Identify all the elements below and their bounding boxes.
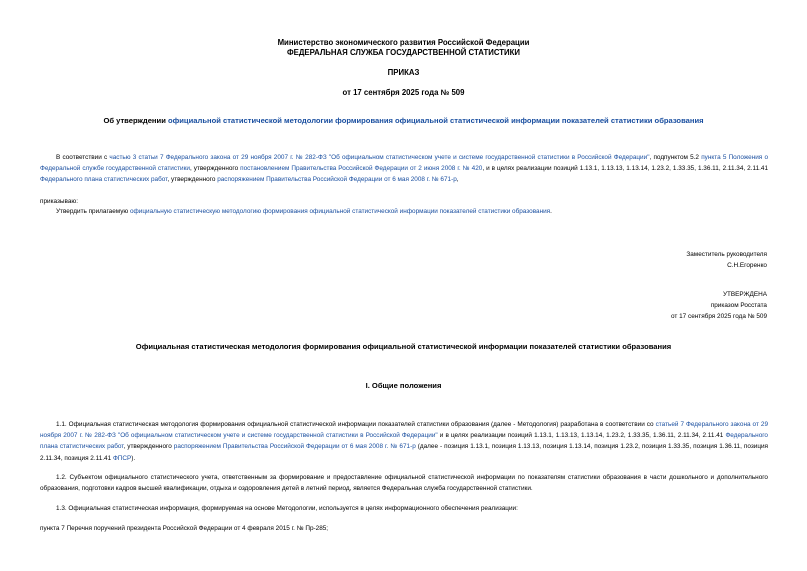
preamble-text: , утвержденного <box>189 165 241 173</box>
approval-line3: от 17 сентября 2025 года № 509 <box>671 313 767 320</box>
approval-line1: УТВЕРЖДЕНА <box>722 291 767 298</box>
preamble-text: , утвержденного <box>167 176 218 184</box>
p11-text: ). <box>131 454 136 462</box>
preamble-text: , <box>456 176 459 184</box>
section-heading: I. Общие положения <box>365 381 442 390</box>
doc-type: ПРИКАЗ <box>387 68 420 77</box>
approval-block <box>671 289 767 322</box>
law-link[interactable]: частью 3 статьи 7 Федерального закона от 29 ноября 2007 г. № 282-ФЗ "Об официальном статистическом учете и системе государственной статистики в Российской Федерации" <box>109 154 650 161</box>
paragraph-1-2: 1.2. Субъектом официального статистического учета, ответственным за формирование и предоставление официальной статистической информации по показателям статистики образования в части дошкольного и дополнительного образования, подготовки кадров высшей квалификации, отдыха и оздоровления детей в летний период, является Федеральная служба государственной статистики. <box>40 474 768 493</box>
preamble-paragraph <box>40 152 768 186</box>
list-item: пункта 7 Перечня поручений президента Российской Федерации от 4 февраля 2015 г. № Пр-285; <box>40 525 329 532</box>
plan-link[interactable]: Федерального плана статистических работ <box>40 176 168 184</box>
doc-title <box>0 116 807 125</box>
paragraph-1-3: 1.3. Официальная статистическая информация, формируемая на основе Методологии, используется в целях информационного обеспечения реализации: <box>56 505 518 512</box>
p11-text: , утвержденного <box>123 443 174 451</box>
approval-line2: приказом Росстата <box>710 302 767 309</box>
p11-text: (далее - позиция 1.13.1, позиция 1.13.13, позиция 1.13.14, позиция 1.23.2, позиция 1.33.35, позиция 1.36.11, позиция 2.11.34, позиция 2.11.41 <box>40 443 769 462</box>
methodology-link[interactable]: официальную статистическую методологию формирования официальной статистической информации показателей статистики образования <box>130 208 551 215</box>
signature-block <box>686 249 767 271</box>
p11-plan-link[interactable]: Федерального плана статистических работ <box>40 432 768 451</box>
regulation-link[interactable]: пункта 5 Положения о Федеральной службе государственной статистики <box>40 154 769 173</box>
preamble-text: , подпунктом 5.2 <box>649 154 702 161</box>
preamble-text: , и в целях реализации позиций 1.13.1, 1.13.13, 1.13.14, 1.23.2, 1.33.35, 1.36.11, 2.11.34, 2.11.41 <box>482 165 769 173</box>
order-text: Утвердить прилагаемую <box>56 208 130 215</box>
doc-date-number: от 17 сентября 2025 года № 509 <box>342 88 465 97</box>
order-text: . <box>550 208 552 215</box>
signature-position: Заместитель руководителя <box>686 251 767 258</box>
p11-order-link[interactable]: распоряжением Правительства Российской Федерации от 6 мая 2008 г. № 671-р <box>173 443 416 451</box>
decree-link[interactable]: постановлением Правительства Российской Федерации от 2 июня 2008 г. № 420 <box>240 165 483 173</box>
service-name: ФЕДЕРАЛЬНАЯ СЛУЖБА ГОСУДАРСТВЕННОЙ СТАТИСТИКИ <box>286 48 521 57</box>
signature-name: С.Н.Егоренко <box>727 262 767 269</box>
title-prefix: Об утверждении <box>103 116 168 125</box>
fpsr-link[interactable]: ФПСР <box>112 454 132 462</box>
paragraph-1-1 <box>40 419 768 464</box>
ministry-name: Министерство экономического развития Российской Федерации <box>277 38 530 47</box>
order-word: приказываю: <box>40 198 78 205</box>
p11-text: 1.1. Официальная статистическая методология формирования официальной статистической информации показателей статистики образования (далее - Методология) разработана в соответствии со <box>56 421 656 428</box>
title-link[interactable]: официальной статистической методологии формирования официальной статистической информации показателей статистики образования <box>167 116 704 125</box>
methodology-title: Официальная статистическая методология формирования официальной статистической информации показателей статистики образования <box>135 342 672 351</box>
p11-text: и в целях реализации позиций 1.13.1, 1.13.13, 1.13.14, 1.23.2, 1.33.35, 1.36.11, 2.11.34, 2.11.41 <box>437 432 726 440</box>
p11-law-link[interactable]: статьей 7 Федерального закона от 29 ноября 2007 г. № 282-ФЗ "Об официальном статистическом учете и системе государственной статистики в Российской Федерации" <box>40 421 768 440</box>
preamble-text: В соответствии с <box>56 154 110 161</box>
order-link[interactable]: распоряжением Правительства Российской Федерации от 6 мая 2008 г. № 671-р <box>217 176 457 184</box>
order-paragraph <box>56 208 768 215</box>
